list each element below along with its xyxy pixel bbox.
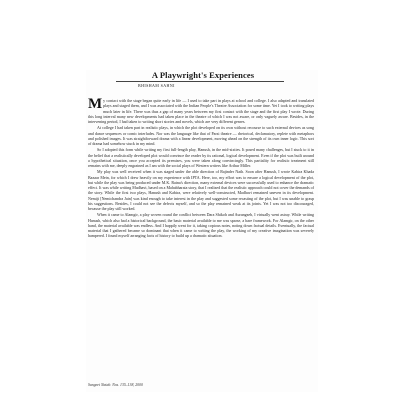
paragraph-4: My play was well received when it was staged under the able direction of Rajinder Nath. Soon after Hanush, I wrote Kabira Khada Bazaar Mein, for which I drew heavily on my experience with IPTA. Here, too, my effort was to ensure a logical development of the plot, but while the play was being produced under M.K. Raina's direction, many external devices were successfully used to enhance the dramatic effect. It was while writing Madhavi, based on a Mahabharata story, that I realized that the realistic approach could not cover the demands of the story. While the first two plays, Hanush and Kabira, were relatively well-constructed, Madhavi remained uneven in its development. Nemiji [Nemichandra Jain] was kind enough to take interest in the play and suggested some recasting of the plot, but I was unable to grasp his suggestions. Besides, I could not see the defects myself, and so the play remained weak at its joints. Yet I was not too discouraged, because the play still worked. bbox=[88, 169, 314, 211]
drop-cap: M bbox=[88, 98, 103, 112]
paragraph-1 bbox=[88, 98, 314, 124]
paragraph-3: So I adopted this form while writing my first full-length play, Hanush, in the mid-sixties. It posed many challenges, but I stuck to it in the belief that a realistically developed plot would convince the reader by its rational, logical development. Even if the plot was built around a hypothetical situation, once you accepted its premises, you were taken along convincingly. This partiality for realistic treatment still remains with me, deeply engrained as I am with the social plays of Western writers like Arthur Miller. bbox=[88, 147, 314, 168]
journal-footer: Sangeet Natak: Nos. 135–138, 2000 bbox=[88, 383, 143, 387]
paragraph-text: y contact with the stage began quite early in life — I used to take part in plays at school and college. I also adapted and translated plays and staged them, and I was associated with the Indian People's Theatre Association for some time. Yet I took to writing plays much later in life. There was thus a gap of many years between my first contact with the stage and the first play I wrote. During this long interval many new developments had taken place in the theatre of which I was not aware, or only vaguely aware. Besides, in the intervening period, I had taken to writing short stories and novels, which are very different genres. bbox=[88, 98, 314, 124]
article-title: A Playwright's Experiences bbox=[151, 70, 255, 80]
author-byline: BHISHAM SAHNI bbox=[138, 83, 175, 88]
title-underline bbox=[116, 81, 284, 82]
article-body bbox=[88, 98, 314, 378]
paragraph-5: When it came to Alamgir, a play woven round the conflict between Dara Shikoh and Aurangzeb, I virtually went astray. While writing Hanush, which also had a historical background, the basic material available to me was sparse, a bare framework. For Alamgir, on the other hand, the material available was endless. And I happily went for it, taking copious notes, noting down factual details. Eventually, the factual material that I gathered became so dominant that when it came to writing the play, the working of my creative imagination was severely hampered. I found myself arranging facts of history to build up a dramatic situation. bbox=[88, 212, 314, 239]
journal-page bbox=[86, 70, 318, 392]
paragraph-2: At college I had taken part in realistic plays, in which the plot developed on its own without recourse to such external devices as song and dance sequences or comic interludes. Nor was the language like that of Parsi theatre — rhetorical, declamatory, replete with metaphors and polished images. It was straightforward drama with a linear development, moving ahead on the strength of its own inner logic. This sort of drama had somehow stuck in my mind. bbox=[88, 125, 314, 146]
